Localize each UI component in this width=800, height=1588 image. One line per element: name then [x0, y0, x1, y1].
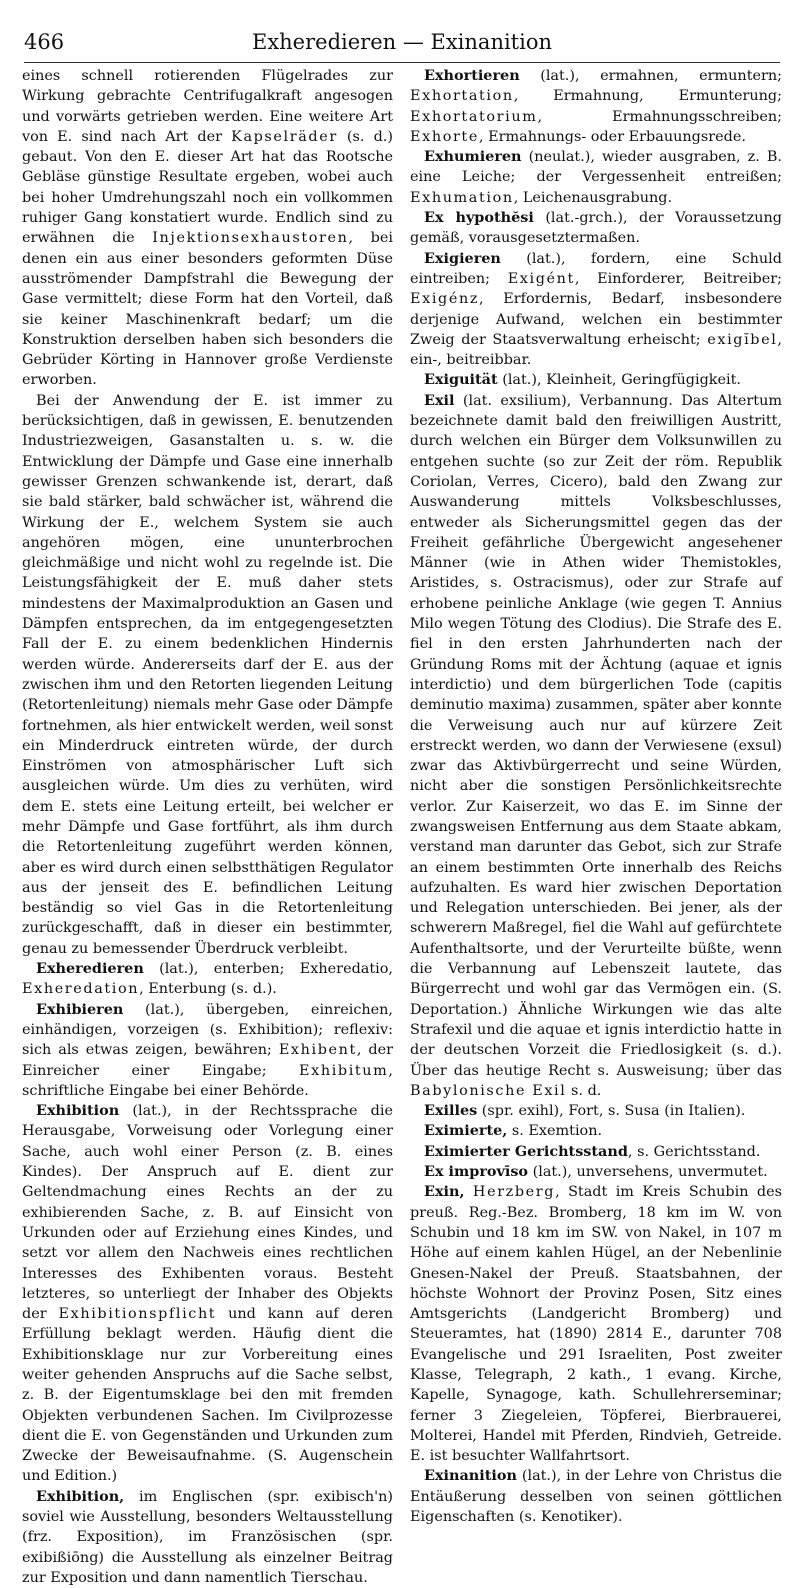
entry-exiguitaet: Exiguität (lat.), Kleinheit, Geringfügigkeit. — [424, 371, 741, 389]
entry-exhibition-english: Exhibition, im Englischen (spr. exibisch'n) soviel wie Ausstellung, besonders Weltausstellung (frz. Exposition), im Französischen (spr. exibißiōng) die Ausstellung als einzelner Beitrag zur Exposition und dann namentlich Tierschau. — [22, 1487, 393, 1586]
entry-exhibition: Exhibition (lat.), in der Rechtssprache die Herausgabe, Vorweisung oder Vorlegung einer Sache, auch wohl einer Person (z. B. eines Kindes). Der Anspruch auf E. dient zur Geltendmachung eines Rechts an der zu exhibierenden Sache, z. B. auf Einsicht von Urkunden oder auf Erziehung eines Kindes, und setzt vor allem den Nachweis eines rechtlichen Interesses des Exhibenten voraus. Besteht letzteres, so unterliegt der Inhaber des Objekts der Exhibitionspflicht und kann auf deren Erfüllung beklagt werden. Häufig dient die Exhibitionsklage nur zur Vorbereitung eines weiter gehenden Anspruchs auf die Sache selbst, z. B. der Eigentumsklage bei den mit fremden Objekten verbundenen Sachen. Im Civilprozesse dient die E. von Gegenständen und Urkunden zum Zwecke der Beweisaufnahme. (S. Augenschein und Edition.) — [22, 1102, 394, 1485]
entry-exhortieren: Exhortieren (lat.), ermahnen, ermuntern; Exhortation, Ermahnung, Ermunterung; Exhortatorium, Ermahnungsschreiben; Exhorte, Ermahnungs- oder Erbauungsrede. — [410, 67, 782, 145]
entry-exin: Exin, Herzberg, Stadt im Kreis Schubin des preuß. Reg.-Bez. Bromberg, 18 km im W. von Schubin und 18 km im SW. von Nakel, in 107 m Höhe auf einem kahlen Hügel, an der Nebenlinie Gnesen-Nakel der Preuß. Staatsbahnen, der höchste Wohnort der Provinz Posen, Sitz eines Amtsgerichts (Landgericht Bromberg) und Steueramtes, hat (1890) 2814 E., darunter 708 Evangelische und 291 Israeliten, Post zweiter Klasse, Telegraph, 2 kath., 1 evang. Kirche, Kapelle, Synagoge, kath. Schullehrerseminar; ferner 3 Ziegeleien, Töpferei, Bierbrauerei, Molterei, Handel mit Pferden, Rindvieh, Getreide. E. ist besuchter Wallfahrtsort. — [410, 1183, 782, 1465]
entry-exheredieren: Exheredieren (lat.), enterben; Exheredatio, Exheredation, Enterbung (s. d.). — [22, 960, 393, 998]
page-number: 466 — [24, 30, 65, 54]
entry-ex-hypothesi: Ex hypothĕsi (lat.-grch.), der Voraussetzung gemäß, vorausgesetztermaßen. — [410, 209, 782, 247]
header-rule — [24, 62, 780, 63]
entry-ex-improviso: Ex improvīso (lat.), unversehens, unvermutet. — [424, 1163, 768, 1181]
entry-exhumieren: Exhumieren (neulat.), wieder ausgraben, z. B. eine Leiche; der Vergessenheit entreißen; Exhumation, Leichenausgrabung. — [410, 148, 782, 206]
entry-eximierter-gerichtsstand: Eximierter Gerichtsstand, s. Gerichtsstand. — [424, 1142, 761, 1160]
entry-exinanition: Exinanition (lat.), in der Lehre von Christus die Entäußerung desselben von seinen göttlichen Eigenschaften (s. Kenotiker). — [410, 1467, 782, 1526]
page-header — [24, 30, 780, 60]
left-column — [22, 66, 393, 1588]
entry-exhaustor-paragraph: Bei der Anwendung der E. ist immer zu berücksichtigen, daß in gewissen, E. benutzenden Industriezweigen, Gasanstalten u. s. w. die Entwicklung der Dämpfe und Gase eine innerhalb gewisser Grenzen schwankende ist, derart, daß sie bald stärker, bald schwächer ist, während die Wirkung der E., welchem System sie auch angehören mögen, eine ununterbrochen gleichmäßige und nicht wohl zu regelnde ist. Die Leistungsfähigkeit der E. muß daher stets mindestens der Maximalproduktion an Gasen und Dämpfen entsprechen, da im entgegengesetzten Fall der E. zu einem bedenklichen Hindernis werden würde. Andererseits darf der E. aus der zwischen ihm und den Retorten liegenden Leitung (Retortenleitung) niemals mehr Gase oder Dämpfe fortnehmen, als hier entwickelt werden, weil sonst ein Minderdruck eintreten würde, der durch Einströmen von atmosphärischer Luft sich ausgleichen würde. Um dies zu verhüten, wird dem E. stets eine Leitung erteilt, bei welcher er mehr Dämpfe und Gase fortführt, als ihm durch die Retortenleitung zugeführt werden können, aber es wird durch einen selbstthätigen Regulator aus der jenseit des E. befindlichen Leitung beständig so viel Gas in die Retortenleitung zurückgeschafft, daß in dieser ein bestimmter, genau zu bemessender Überdruck verbleibt. — [22, 392, 393, 957]
entry-exhaustor-continued: eines schnell rotierenden Flügelrades zur Wirkung gebrachte Centrifugalkraft angesogen und vorwärts getrieben werden. Eine weitere Art von E. sind nach Art der Kapselräder (s. d.) gebaut. Von den E. dieser Art hat das Rootsche Gebläse günstige Resultate ergeben, wobei auch bei hoher Umdrehungszahl noch ein vollkommen ruhiger Gang konstatiert wurde. Endlich sind zu erwähnen die Injektionsexhaustoren, bei denen ein aus einer besonders geformten Düse ausströmender Dampfstrahl die Bewegung der Gase vermittelt; diese Form hat den Vorteil, daß sie keiner Maschinenkraft bedarf; um die Konstruktion derselben haben sich besonders die Gebrüder Körting in Hannover große Verdienste erworben. — [22, 68, 394, 389]
entry-exilles: Exilles (spr. exihl), Fort, s. Susa (in Italien). — [424, 1102, 746, 1120]
entry-eximierte: Eximierte, s. Exemtion. — [424, 1122, 603, 1140]
entry-exil: Exil (lat. exsilium), Verbannung. Das Altertum bezeichnete damit bald den freiwilligen Austritt, durch welchen ein Bürger dem Volksunwillen zu entgehen suchte (so zur Zeit der röm. Republik Coriolan, Verres, Cicero), bald den Zwang zur Auswanderung mittels Volksbeschlusses, entweder als Sicherungsmittel gegen das der Freiheit gefährliche Übergewicht angesehener Männer (wie in Athen wider Themistokles, Aristides, s. Ostracismus), oder zur Strafe auf erhobene peinliche Anklage (wie gegen T. Annius Milo wegen Tötung des Clodius). Die Strafe des E. fiel in den ersten Jahrhunderten nach der Gründung Roms mit der Ächtung (aquae et ignis interdictio) und dem bürgerlichen Tode (capitis deminutio maxima) zusammen, später aber konnte die Verweisung auch nur auf kürzere Zeit erstreckt werden, wo dann der Verwiesene (exsul) zwar das Aktivbürgerrecht und seine Würden, nicht aber die sonstigen Persönlichkeitsrechte verlor. Zur Kaiserzeit, wo das E. im Sinne der zwangsweisen Entfernung aus dem Staate abkam, verstand man darunter das Gebot, sich zur Strafe an einem bestimmten Orte innerhalb des Reichs aufzuhalten. Es ward hier zwischen Deportation und Relegation unterschieden. Bei jener, als der schwerern Maßregel, fiel die Wahl auf gefürchtete Aufenthaltsorte, und der Verurteilte büßte, wenn die Verbannung auf Lebenszeit lautete, das Bürgerrecht und wohl gar das Vermögen ein. (S. Deportation.) Ähnliche Wirkungen wie das alte Strafexil und die aquae et ignis interdictio hatte in der deutschen Vorzeit die Friedlosigkeit (s. d.). Über das heutige Recht s. Ausweisung; über das Babylonische Exil s. d. — [410, 391, 782, 1099]
entry-exhibieren: Exhibieren (lat.), übergeben, einreichen, einhändigen, vorzeigen (s. Exhibition); reflexiv: sich als etwas zeigen, bewähren; Exhibent, der Einreicher einer Eingabe; Exhibitum, schriftliche Eingabe bei einer Behörde. — [22, 1000, 394, 1099]
running-head: Exheredieren — Exinanition — [251, 30, 553, 54]
entry-exigieren: Exigieren (lat.), fordern, eine Schuld eintreiben; Exigént, Einforderer, Beitreiber; Exigénz, Erfordernis, Bedarf, insbesondere derjenige Aufwand, welchen ein bestimmter Zweig der Staatsverwaltung erheischt; exigĭbel, ein-, beitreibbar. — [410, 249, 782, 369]
right-column — [410, 66, 782, 1527]
